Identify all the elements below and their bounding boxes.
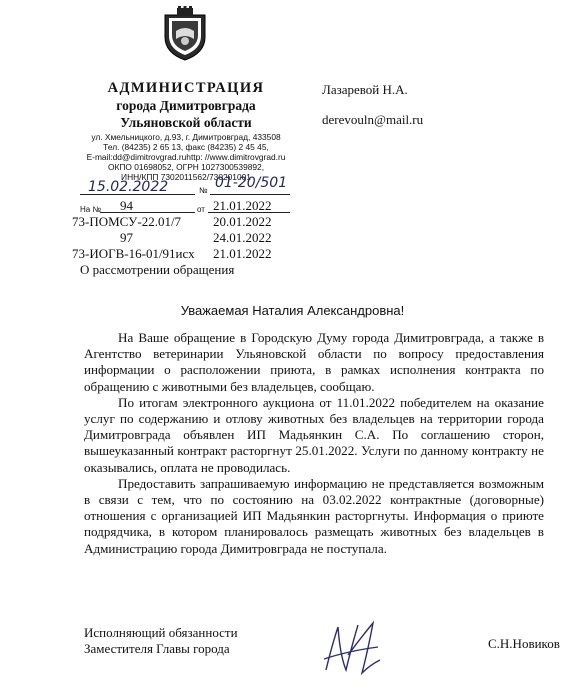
letter-body xyxy=(84,330,544,557)
inn-kpp-line: ИНН/КПП 7302011562/730201001 xyxy=(121,172,251,182)
reference-from-label: от xyxy=(197,205,205,214)
recipient-email: derevouln@mail.ru xyxy=(322,112,424,127)
reference-date: 21.01.2022 xyxy=(213,246,272,261)
signatory-position: Заместителя Главы города xyxy=(84,641,230,656)
issuer-region: Ульяновской области xyxy=(120,115,252,130)
okpo-ogrn-line: ОКПО 01698052, ОГРН 1027300539892, xyxy=(107,162,265,172)
outgoing-number: 01-20/501 xyxy=(215,175,288,191)
email-web-line: E-mail:dd@dimitrovgrad.ruhttp: //www.dimitrovgrad.ru xyxy=(86,152,286,162)
body-paragraph: Предоставить запрашиваемую информацию не представляется возможным в связи с тем, что по состоянию на 03.02.2022 контрактные (договорные) отношения с организацией ИП Мадьянкин расторгнуты. Информация о приюте подрядчика, в котором планировалось размещать животных без владельцев в Администрацию города Димитровграда не поступала. xyxy=(84,475,544,556)
address-line: ул. Хмельницкого, д.93, г. Димитровград, 433508 xyxy=(91,132,281,142)
reference-date: 20.01.2022 xyxy=(213,214,272,229)
reference-date: 24.01.2022 xyxy=(213,230,272,245)
reference-number: 73-ПОМСУ-22.01/7 xyxy=(72,214,182,229)
reference-date: 21.01.2022 xyxy=(213,198,272,213)
issuer-city: города Димитровграда xyxy=(116,98,256,113)
reference-number: 94 xyxy=(120,198,133,213)
coat-of-arms-emblem xyxy=(163,5,207,61)
outgoing-number-label: № xyxy=(199,186,208,195)
phone-line: Тел. (84235) 2 65 13, факс (84235) 2 45 45, xyxy=(103,142,269,152)
reference-number: 97 xyxy=(120,230,133,245)
reference-on-label: На № xyxy=(80,205,102,214)
reference-number: 73-ИОГВ-16-01/91исх xyxy=(72,246,195,261)
signatory-name: С.Н.Новиков xyxy=(488,636,560,651)
salutation: Уважаемая Наталия Александровна! xyxy=(180,303,405,318)
body-paragraph: На Ваше обращение в Городскую Думу города Димитровграда, а также в Агентство ветеринарии Ульяновской области по вопросу предоставления информации о расположении приюта, в рамках исполнения контракта по обращению с животными без владельцев, сообщаю. xyxy=(84,330,544,394)
issuer-title: АДМИНИСТРАЦИЯ xyxy=(107,80,265,96)
handwritten-signature xyxy=(318,615,388,680)
signatory-position: Исполняющий обязанности xyxy=(84,625,238,640)
body-paragraph: По итогам электронного аукциона от 11.01.2022 победителем на оказание услуг по содержанию и отлову животных без владельцев на территории города Димитровграда объявлен ИП Мадьянкин С.А. По соглашению сторон, вышеуказанный контракт расторгнут 25.01.2022. Услуги по данному контракту не оказывались, оплата не проводилась. xyxy=(84,394,544,475)
recipient-name: Лазаревой Н.А. xyxy=(322,82,408,97)
outgoing-date: 15.02.2022 xyxy=(88,179,169,195)
letter-subject: О рассмотрении обращения xyxy=(80,262,235,277)
